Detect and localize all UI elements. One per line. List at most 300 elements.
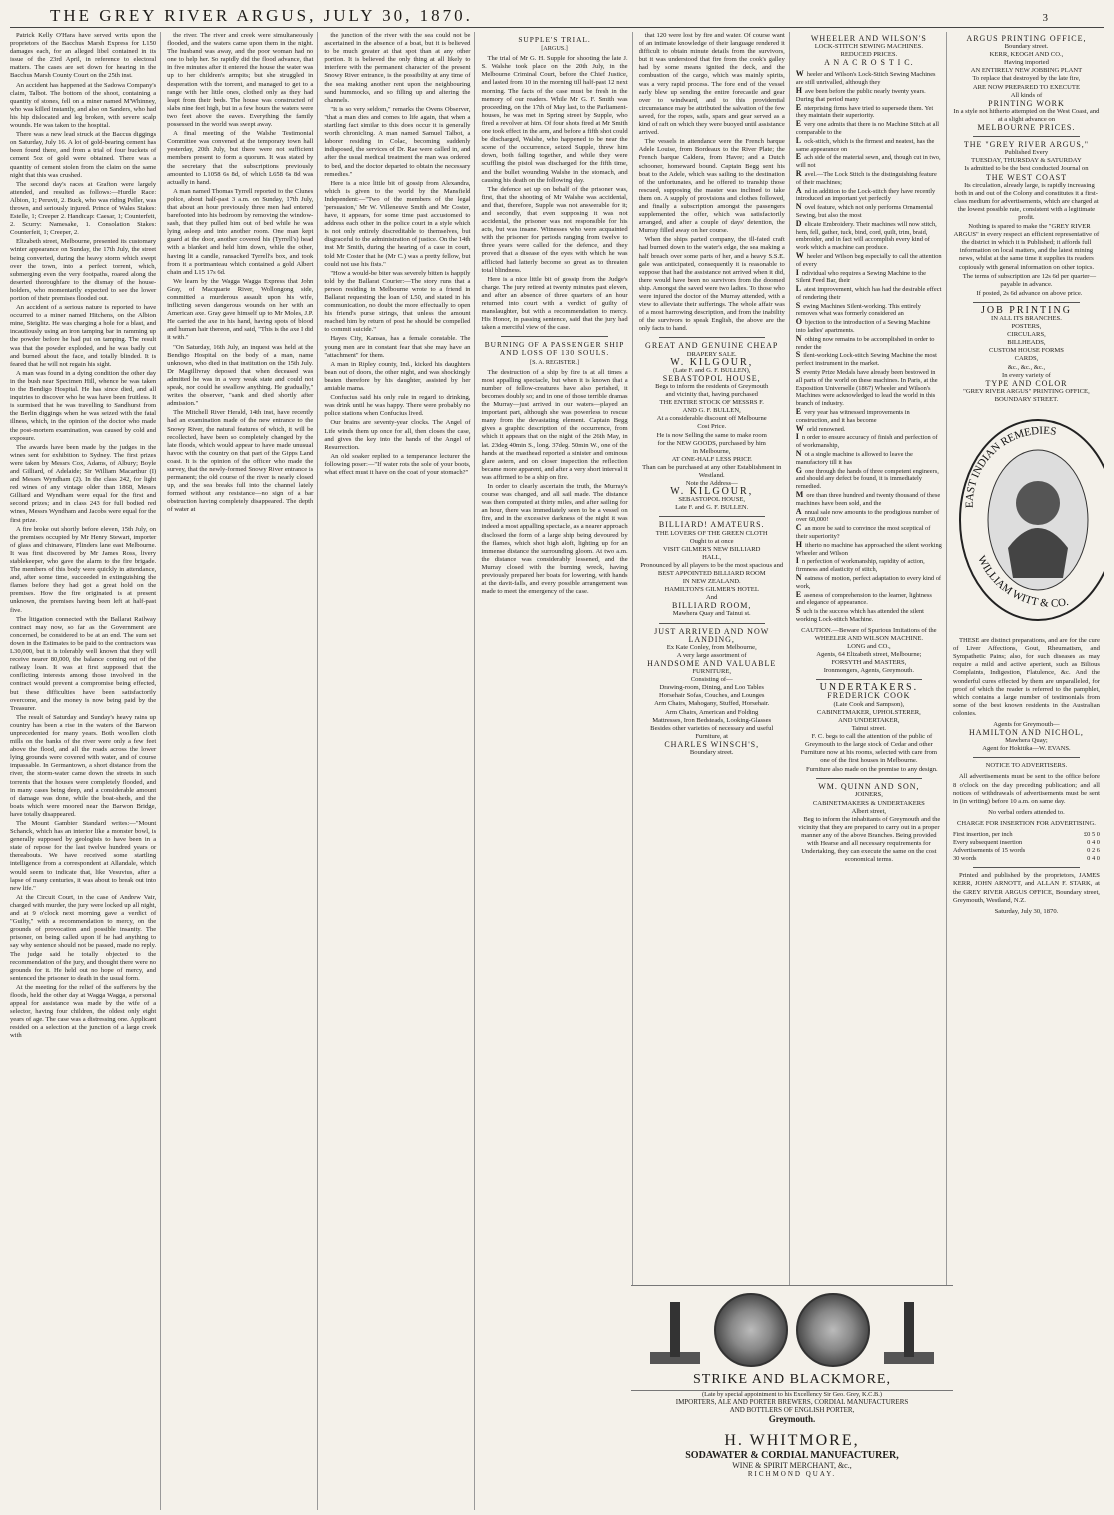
argus-paper-ad [953, 141, 1100, 298]
ad-line: Beg to inform the inhabitants of Greymouth and the vicinity that they are prepared to carry out in a proper manner any of the above Branches. Being provided with Hearse and all necessary requirements for Undertaking, they can execute the same on the cost economical terms. [798, 815, 941, 864]
ad-heading: WM. QUINN AND SON, [818, 782, 920, 792]
article-paragraph: The vessels in attendance were the French barque Adele Louise, from Bordeaux to the River Plate; the French barque Caldera, from Havre; and a Dutch schooner, homeward bound. Captain Begg sent his boat to the Adele, which was sailing to the destination of the unfortunates, and he offered to tranship those rescued, supposing the master was inclined to take them on. A supply of provisions and clothes followed, and finally a subscription amongst the passengers supplemented the offer, which was satisfactorily arranged, and after a couple of days' detention, the Murray filled away on her course. [638, 138, 785, 235]
acrostic-line [796, 70, 942, 87]
acrostic-line [796, 318, 942, 335]
article-paragraph: An accident has happened at the Sadowa Company's claim, Talbot. The bottom of the shoot, containing a quantity of stones, fell on a miner named M'Whinney, who was killed instantly, and also on Sanders, who had his hip dislocated and leg broken, with severe scalp wounds. He was taken to the hospital. [10, 81, 157, 130]
ad-line: (Late F. and G. F. BULLEN), [672, 366, 751, 374]
article-heading: BURNING OF A PASSENGER SHIP AND LOSS OF 130 SOULS. [484, 340, 625, 358]
ad-line: MELBOURNE PRICES. [977, 123, 1076, 133]
ad-line: TUESDAY, THURSDAY & SATURDAY [971, 157, 1082, 165]
article-paragraph: An old soaker replied to a temperance lecturer the following poser:—"If water rots the sole of your boots, what effect must it have on the coat of your stomach?" [324, 452, 471, 476]
rate-value: 0 4 0 [1087, 855, 1100, 863]
acrostic-text: very one admits that there is no Machine Stitch at all comparable to the [795, 121, 940, 136]
rate-label: Advertisements of 15 words [952, 847, 1026, 855]
article-paragraph: A man named Thomas Tyrrell reported to the Clunes police, about half-past 3 a.m. on Sunday, 17th July, that about an hour previously three men had entered barefooted into his bedroom by removing the window-sash, that they pulled him out of bed while he was lying asleep and into another room. One man kept guard at the door, another covered his (Tyrrell's) head with a blanket and held him down, while the other, having lit a candle, ransacked Tyrrell's box, and took from it a portmanteau which contained a gold Albert chain and L15 17s 6d. [167, 187, 314, 276]
divider [659, 623, 765, 624]
ad-line: &c., &c., &c., [1007, 363, 1046, 371]
medal-icon [714, 1293, 788, 1367]
ad-line: Cost Price. [697, 423, 727, 431]
ad-subheading: REDUCED PRICES. [840, 51, 898, 59]
ad-line: HAMILTON'S GILMER'S HOTEL [664, 586, 759, 594]
ad-line: KERR, KEOGH AND CO., [989, 51, 1064, 59]
acrostic-text: itherto no machine has approached the silent working Wheeler and Wilson [795, 541, 942, 557]
ad-line: IN ALL ITS BRANCHES. [991, 315, 1062, 322]
witt-agents [953, 721, 1100, 753]
page-number: 3 [1042, 12, 1048, 24]
ad-line: AND G. F. BULLEN, [682, 407, 741, 415]
article-paragraph: A man in Ripley county, Ind., kicked his daughters bean out of doors, the other night, and was shockingly beaten therefore by his daughter, assisted by her amiable mama. [324, 360, 471, 393]
article-paragraph: Elizabeth street, Melbourne, presented its customary winter appearance on Sunday, the 17th July, the street being converted, during the heavy storm which swept over the town, into a perfect torrent, which, submerging even the very footpaths, roared along the deserted thoroughfare to the dismay of the house-holders, who momentarily expected to see the lower portion of their premises flooded out. [10, 238, 157, 302]
ad-line: CARDS, [1014, 355, 1039, 363]
acrostic-letter: H [795, 85, 803, 95]
ad-line: To replace that destroyed by the late fire, [972, 75, 1081, 83]
machine-icon [874, 1292, 944, 1367]
acrostic-text: orld renowned. [806, 425, 846, 433]
acrostic-line [796, 591, 942, 608]
article-paragraph: Confucius said his only rule in regard to drinking, was drink until he was happy. There were probably no police stations when Confucius lived. [324, 394, 471, 418]
whitmore-line: SODAWATER & CORDIAL MANUFACTURER, [685, 1450, 899, 1461]
ad-line: The terms of subscription are 12s 6d per quarter—payable in advance. [962, 272, 1097, 288]
strike-title: STRIKE AND BLACKMORE, [693, 1372, 891, 1387]
acrostic-list [796, 70, 942, 623]
ad-line: Agents for Greymouth— [993, 720, 1060, 728]
rate-value: 0 2 6 [1087, 847, 1100, 855]
article-paragraph: The destruction of a ship by fire is at all times a most appalling spectacle, but when it is known that a number of fellow-creatures have also perished, it becomes doubly so; and in one of those terrible dramas the Murray—just arrived in our waters—played an important part, although she was powerless to rescue many from the devastating element. Captain Begg gives a graphic description of the occurrence, from which it appears that on the night of the 26th May, in lat. 23deg 40min S., long. 37deg. 50min W., one of the hands at the masthead reported a sinister and ominous glare astern, and on closer inspection the reflection became more apparent, and after a very short interval it was affirmed to be a ship on fire. [481, 368, 628, 481]
ad-line: Having imported [1004, 59, 1049, 67]
ad-subheading: A N A C R O S T I C. [824, 58, 914, 68]
kilgour-drapery-ad [639, 342, 785, 512]
acrostic-line [796, 433, 942, 450]
ad-heading: ARGUS PRINTING OFFICE, [966, 34, 1087, 43]
ad-heading: THE "GREY RIVER ARGUS," [963, 140, 1090, 150]
ad-line: In a style not hitherto attempted on the West Coast, and at a slight advance on [953, 107, 1100, 123]
ad-heading: JOB PRINTING [980, 304, 1072, 316]
whitmore-title: H. WHITMORE, [724, 1432, 860, 1449]
acrostic-letter: W [795, 69, 804, 79]
ad-line: Ex Kate Conley, from Melbourne, [666, 643, 757, 651]
strike-line: IMPORTERS, ALE AND PORTER BREWERS, CORDIAL MANUFACTURERS [675, 1398, 909, 1406]
ad-line: Note the Address— [685, 480, 738, 488]
ad-line: CABINETMAKER, UPHOLSTERER, [816, 708, 921, 716]
acrostic-line [796, 137, 942, 154]
ad-line: If posted, 2s 6d advance on above price. [976, 289, 1083, 297]
acrostic-letter: I [795, 432, 799, 442]
stamp-arc-top: EAST INDIAN REMEDIES [963, 424, 1058, 509]
ad-line: A very large assortment of [676, 651, 747, 659]
acrostic-letter: E [795, 407, 802, 417]
acrostic-line [796, 368, 942, 408]
ad-line: Arm Chairs, American and Folding [665, 708, 759, 716]
article-paragraph: The trial of Mr G. H. Supple for shooting the late J. S. Walshe took place on the 20th July, in the Melbourne Criminal Court, before the Chief Justice, and lasted from 10 in the morning till half-past 12 next morning. The facts of the case must be fresh in the memory of our readers. While Mr G. F. Smith was proceeding, on the 17th of May last, to the Parliament-houses, he was met in Spring street by Supple, who fired a revolver at him. Of four shots fired at Mr Smith one took effect in the arm, and before a fifth shot could be discharged, Walshe, who happened to be near the scene of the occurrence, seized Supple, threw him down, both falling together, and while they were scuffling the pistol was discharged for the fifth time, and the bullet wounding Walshe in the stomach, and causing his death on the following day. [481, 55, 628, 184]
article-paragraph: Here is a nice little bit of gossip from Alexandra, which is given to the world by the Mansfield Independent:—"Two of the members of the legal 'persuasion,' Mr W. Villeneuve Smith and Mr Coster, have, it appears, for some time past accustomed to address each other in the police court in a style which is not only entirely discreditable to themselves, but disgraceful to the administration of justice. On the 14th inst Mr Smith, during the hearing of a case in court, told Mr Coster that he (Mr C.) was a pretty fellow, but could not use his fists." [324, 179, 471, 268]
strike-line: AND BOTTLERS OF ENGLISH PORTER, [729, 1406, 855, 1414]
acrostic-line [796, 203, 942, 220]
article-paragraph: the junction of the river with the sea could not be ascertained in the absence of a boat, but it is believed to be much greater at that spot than at any other portion. It is believed the only thing at all likely to interfere with the permanent character of the present Snowy River entrance, is the possibility at any time of the sea making another rent upon the neighbouring sand hummocks, and so filling up and altering the channels. [324, 32, 471, 104]
stamp-arc-bottom: WILLIAM WITT & CO. [975, 553, 1070, 610]
ad-paragraph: THESE are distinct preparations, and are for the cure of Liver Affections, Gout, Rheumatism, and Sympathetic Pains; also, for such diseases as may require a mild and active aperient, such as Bilious Complaints, Indigestion, Flatulence, &c. And the wonderful cures effected by them are unparalleled, for proof of which the reader is referred to the pamphlet, which contains a large number of testimonials from some of the best known residents in the Australian colonies. [952, 637, 1100, 717]
rate-value: £0 5 0 [1083, 831, 1100, 838]
acrostic-text: heeler and Wilson's Lock-Stitch Sewing Machines are still unrivalled, although they [795, 71, 936, 87]
ad-line: Mawhera Quay; [1005, 737, 1048, 745]
acrostic-text: nnual sale now amounts to the prodigious number of over 60,000! [795, 508, 940, 524]
ad-line: CABINETMAKERS & UNDERTAKERS [812, 799, 925, 807]
ad-heading: GREAT AND GENUINE CHEAP [645, 341, 779, 351]
column-3 [324, 32, 475, 1510]
ad-line: CAUTION.—Beware of Spurious Imitations of the WHEELER AND WILSON MACHINE. [801, 626, 937, 642]
acrostic-text: nterprising firms have tried to supersede them. Yet they maintain their superiority. [795, 104, 934, 120]
acrostic-letter: N [795, 202, 802, 212]
acrostic-letter: A [795, 185, 802, 195]
ad-name: W. KILGOUR, [670, 486, 754, 498]
ad-line: THE ENTIRE STOCK OF MESSRS F. [659, 399, 764, 407]
article-paragraph: A final meeting of the Walshe Testimonial Committee was convened at the temporary town hall yesterday, 20th July, but there were not sufficient members present to form a quorum. It was stated by the secretary that the subscriptions previously amounted to L1058 6s 8d, of which L658 6s 8d was actually in hand. [167, 130, 314, 186]
ad-line: He is now Selling the same to make room [656, 431, 767, 439]
acrostic-text: atest improvement, which has had the desirable effect of rendering their [795, 286, 942, 301]
article-paragraph: We learn by the Wagga Wagga Express that John Gray, of Macquarie River, Wollongong side, committed a murderous assault upon his wife, inflicting seven dangerous wounds on her with an American axe. Gray gave himself up to Mr Moles, J.P. He carried the axe in his hand, having spots of blood and human hair thereon, and said, "This is the axe I did it with." [167, 277, 314, 342]
article-paragraph: A fire broke out shortly before eleven, 15th July, on the premises occupied by Mr Henry Stewart, importer of glass and chinaware, Flinders lane east Melbourne. It was first discovered by Mr James Ross, livery stablekeeper, who gave the alarm to the fire brigade. The members of this body were quickly in attendance, and, after some time, succeeded in extinguishing the flames before they had got a great hold on the premises. How the fire originated is at present unknown, the premises having been left at half-past five. [10, 525, 157, 614]
rates-table [953, 831, 1100, 863]
acrostic-letter: N [795, 572, 802, 582]
article-source: [S. A. REGISTER.] [530, 358, 580, 366]
page-title: THE GREY RIVER ARGUS, JULY 30, 1870. [50, 6, 473, 25]
acrostic-line [796, 607, 942, 624]
divider [973, 867, 1080, 868]
whitmore-line: WINE & SPIRIT MERCHANT, &c., [732, 1461, 852, 1470]
article-paragraph: Here is a nice little bit of gossip from the Judge's charge. The jury retired at twenty minutes past eleven, and after an absence of three quarters of an hour returned into court with a verdict of guilty of manslaughter, but with a recommendation to mercy. His Honor, in passing sentence, said that the jury had taken a merciful view of the case. [481, 275, 628, 332]
rate-label: 30 words [952, 855, 977, 863]
article-paragraph: The defence set up on behalf of the prisoner was, first, that the shooting of Mr Walshe was accidental, and that, therefore, Supple was not answerable for it; and secondly, that even supposing it was not accidental, the prisoner was not responsible for his acts, but was insane. Witnesses who were acquainted with the prisoner for periods ranging from twelve to three years were called for the defence, and they proved that a disease of the eyes with which he was afflicted had latterly become so great as to threaten total blindness. [481, 185, 628, 274]
acrostic-line [796, 104, 942, 121]
ad-line: BILLHEADS, [1007, 339, 1046, 347]
acrostic-line [796, 524, 942, 541]
undertakers-ad [796, 684, 942, 774]
article-paragraph: When the ships parted company, the ill-fated craft had burned down to the water's edge, the sea making a half breach over some parts of her, and a heavy S.S.E. gale was anticipated, consequently it is reasonable to suppose that had the assistance not arrived when it did, there would have been no survivors from the doomed ship. Amongst the saved were two ladies. To those who were injured the doctor of the Murray attended, with a view to alleviate their sufferings. The whole affair was of a most harrowing description, and from the inability of the survivors to speak English, the above are the only facts to hand. [638, 236, 785, 333]
ad-line: ARE NOW PREPARED TO EXECUTE [972, 83, 1080, 91]
article-source: [ARGUS.] [541, 45, 568, 53]
ad-line: Besides other varieties of necessary and useful Furniture, at [650, 724, 774, 740]
ad-line: and vicinity that, having purchased [665, 391, 758, 399]
acrostic-line [796, 302, 942, 319]
article-paragraph: The result of Saturday and Sunday's heavy rains up country has been a rise in the waters of the Barwon unprecedented for many years. Both woollen cloth mills on the banks of the river were only a few feet above the flood, and all the roads across the lower lying grounds were covered with water, and of course impassable. In Germantown, a short distance from the river, the storm-water came down the streets in such torrents that the houses were completely flooded, and in many cases being deep, and a considerable amount of damage was done, while the boat-sheds, and the boats which were moored near the Barwon Bridge, have totally disappeared. [10, 713, 157, 818]
acrostic-text: ock-stitch, which is the firmest and neatest, has the same appearance on [795, 137, 935, 153]
acrostic-text: bjection to the introduction of a Sewing Machine into ladies' apartments. [795, 319, 931, 335]
ad-line: JOINERS, [854, 791, 883, 799]
acrostic-text: eatness of motion, perfect adaptation to every kind of work, [795, 574, 942, 590]
acrostic-text: ot a single machine is allowed to leave the manufactory till it has [795, 451, 913, 466]
ad-line: Mattresses, Iron Bedsteads, Looking-Glasses [652, 716, 772, 724]
acrostic-line [796, 408, 942, 425]
acrostic-letter: O [795, 317, 803, 327]
ad-line: "GREY RIVER ARGUS" PRINTING OFFICE, [963, 387, 1090, 395]
ad-line: AT ONE-HALF LESS PRICE [671, 455, 752, 463]
acrostic-line [796, 467, 942, 491]
acrostic-letter: N [795, 449, 802, 459]
acrostic-letter: A [795, 506, 802, 516]
article-paragraph: "It is so very seldom," remarks the Ovens Observer, "that a man dies and comes to life again, that when a startling fact similar to this does occur it is generally worth chronicling. A man named Samuel Talbot, a laborer residing in Colac, becoming suddenly indisposed, the services of Dr. Rae were called in, and after the usual medical treatment the man was ordered to bed, and the doctor departed to obtain the necessary remedies." [324, 105, 471, 178]
billiard-ad [639, 521, 785, 618]
ad-line: Arm Chairs, Mahogany, Stuffed, Horsehair. [654, 700, 770, 708]
ad-line: HANDSOME AND VALUABLE [647, 658, 777, 668]
acrostic-line [796, 574, 942, 591]
article-paragraph: The Mitchell River Herald, 14th inst, have recently had an examination made of the new entrance to the Snowy River, the natural features of which, it will be recollected, have been so completely changed by the late floods, which would appear to have made unusual havoc with the country on that part of the Gipps Land coast. It is the opinion of the officer who made the survey, that the newly-formed Snowy River entrance is permanent; the old course of the river is nearly closed up, and the sea breaks full into the channel lately formed without any resistance—no sign of a bar obstruction having completely disappeared. The depth of water at [167, 409, 314, 514]
ad-line: Horsehair Sofas, Couches, and Lounges [658, 692, 765, 700]
ad-line: Consisting of— [690, 676, 733, 684]
acrostic-text: avel.—The Lock Stitch is the distinguishing feature of their machines; [795, 170, 937, 186]
acrostic-text: very year has witnessed improvements in construction, and it has become [795, 409, 910, 424]
acrostic-letter: I [795, 267, 799, 277]
column-2 [167, 32, 318, 1510]
acrostic-line [796, 425, 942, 434]
acrostic-letter: I [795, 556, 799, 566]
ad-line: CIRCULARS, [1007, 331, 1046, 339]
acrostic-text: nd in addition to the Lock-stitch they have recently introduced an important yet perfectly [795, 187, 936, 203]
ad-heading: CHARGE FOR INSERTION FOR ADVERTISING. [956, 819, 1096, 827]
article-paragraph: A man was found in a dying condition the other day in the bush near Specimen Hill, whence he was taken to the Bendigo Hospital. He has since died, and all inquiries to discover who he was have been fruitless. It is surmised that he was travelling to Sandhurst from the Berlin diggings when he was seized with the fatal illness, which, in the opinion of the doctor who made the post-mortem examination, was caused by cold and exposure. [10, 369, 157, 442]
acrostic-letter: E [795, 102, 802, 112]
acrostic-line [796, 491, 942, 508]
ad-line: In every variety of [1002, 371, 1051, 379]
acrostic-text: one through the hands of three competent engineers, and should any defect be found, it is immediately remedied. [795, 467, 939, 491]
article-paragraph: At the Circuit Court, in the case of Andrew Vair, charged with murder, the jury were locked up all night, and at 9 o'clock next morning gave a verdict of "Guilty," with a recommendation to mercy, on the grounds of provocation and possible insanity. The prisoner, on being called upon if he had anything to say why sentence should not be passed, made no reply. The judge said he totally objected to the recommendation of the jury, and thought there were no grounds for it. He held out no hope of mercy, and sentenced the prisoner to death in the usual form. [10, 893, 157, 982]
ad-line: And [706, 594, 718, 602]
divider [659, 516, 765, 517]
article-paragraph: Our brains are seventy-year clocks. The Angel of Life winds them up once for all, then closes the case, and gives the key into the hands of the Angel of Resurrection. [324, 419, 471, 451]
acrostic-line [796, 541, 942, 558]
divider [501, 336, 607, 337]
job-printing-ad [953, 304, 1100, 404]
article-paragraph: "On Saturday, 16th July, an inquest was held at the Bendigo Hospital on the body of a man, name unknown, who died in that institution on the 15th July. Dr Magillivray deposed that when deceased was admitted he was in a very weak state and could not speak, nor could he swallow anything. He gradually," writes the observer, "sank and died shortly after admission." [167, 343, 314, 408]
article-paragraph: that 120 were lost by fire and water. Of course want of an intimate knowledge of their language rendered it difficult to obtain minute details from the survivors, but it was understood that fire from the cook's galley had by some means ignited the deck, and the combustion of the cargo, which was mainly spirits, was a very rapid process. The fore end of the vessel early blew up sending the entire forecastle and gear over to windward, and to this providential circumstance may be attributed the salvation of the few saved, for the ropes, sails, spars and gear served as a kind of raft on which they were buoyed until assistance arrived. [638, 32, 785, 137]
strike-line: Greymouth. [768, 1414, 816, 1424]
column-7 [953, 32, 1104, 1510]
acrostic-line [796, 120, 942, 137]
rate-value: 0 4 0 [1087, 839, 1100, 847]
article-paragraph: the river. The river and creek were simultaneously flooded, and the waters came upon them in the night. The husband was away, and the poor woman had no one to help her. So rapidly did the flood advance, that in five minutes after it entered the house the water was up to her children's armpits; but she struggled in desperation with the torrent, and managed to get to a range with her little ones, clothed only as they had leapt from their beds. The house was constructed of slabs nine feet high, but in a few hours the waters were two feet above the eaves. Everything the family possessed in the world was swept away. [167, 32, 314, 129]
ad-line: IN NEW ZEALAND. [682, 578, 741, 586]
acrostic-text: uch is the success which has attended the silent working Lock-stitch Machine. [795, 608, 924, 623]
ad-line: All kinds of [1010, 91, 1043, 99]
acrostic-letter: D [795, 218, 802, 228]
ad-name: W. KILGOUR, [670, 356, 754, 368]
ad-line: Than can be purchased at any other Establishment in Westland. [642, 463, 782, 479]
ad-line: No verbal orders attended to. [988, 808, 1065, 816]
acrostic-text: ore than three hundred and twenty thousand of these machines have been sold, and the [795, 492, 941, 507]
ad-line: FURNITURE, [692, 668, 732, 676]
article-paragraph: The awards have been made by the judges in the wines sent for exhibition to Sydney. The first prizes were taken by Messrs Cox, Adams, of Albury; Boyle and Gilliard, of Adelaide; Sir William Macarthur (I) and Messrs Wyndham (2). In the class 242, for light red wines of any vintage older than 1868, Messrs Gilliard and Wyndham were equal for the first and second prizes; and in class 243 for full bodied red wines, Messrs Wyndham and Jacobs were equal for the first prize. [10, 443, 157, 524]
article-paragraph: At the meeting for the relief of the sufferers by the floods, held the other day at Wagga Wagga, a personal appeal for assistance was made by the wife of a selector, having four children, the oldest only eight years of age. The case was a distressing one. Applicant resided on a selection at the junction of a large creek with [10, 983, 157, 1040]
ad-line: At a considerable discount off Melbourne [656, 415, 767, 423]
acrostic-line [796, 87, 942, 104]
ad-line: Albert street, [851, 807, 887, 815]
whitmore-line: RICHMOND QUAY. [747, 1470, 837, 1478]
ad-line: AND UNDERTAKER, [838, 716, 900, 724]
ad-line: CHARLES WINSCH'S, [664, 739, 760, 749]
acrostic-line [796, 187, 942, 204]
acrostic-text: n perfection of workmanship, rapidity of action, firmness and elasticity of stitch, [795, 558, 925, 574]
ad-line: SEBASTOPOL HOUSE, [662, 373, 761, 383]
ad-line: HAMILTON AND NICHOL, [969, 728, 1084, 738]
divider [816, 778, 922, 779]
article-paragraph: "How a would-be biter was severely bitten is happily told by the Ballarat Courier:—The story runs that a person residing in Melbourne wrote to a friend in Ballarat requesting the loan of L50, and stated in his communication, no doubt the more effectually to open his friend's purse strings, that unless the amount reached him by return of post he should be compelled to commit suicide." [324, 269, 471, 334]
wheeler-wilson-ad [796, 35, 942, 67]
acrostic-line [796, 285, 942, 302]
ad-line: Agent for Hokitika—W. EVANS. [982, 745, 1071, 753]
ad-line: Published Every [1004, 149, 1049, 157]
article-paragraph: The second day's races at Grafton were largely attended, and resulted as follows:—Hurdle Race: Albion, 1; Peruvit, 2. Buck, who was riding Peller, was thrown, and seriously injured. Prince of Wales Stakes: Estelle, 1; Creeper 2. Handicap: Caesar, 1; Counterfeit, 2. Scurry: Namesake, 1. Consolation Stakes: Counterfeit, 1; Creeper, 2. [10, 180, 157, 237]
rate-label: First insertion, per inch [952, 831, 1013, 838]
machine-icon [640, 1292, 710, 1367]
article-paragraph: Patrick Kelly O'Hara have served writs upon the proprietors of the Bacchus Marsh Express for L150 damages each, for an alleged libel contained in its issue of the 23rd April, in reference to electoral matters. The cases are set down for hearing in the Bacchus Marsh County Court on the 25th inst. [10, 32, 157, 80]
ad-line: Boundary street. [689, 748, 734, 756]
acrostic-text: elicate Embroidery. Their machines will now stitch, hem, fell, gather, tuck, bind, cord, quilt, trim, braid, embroider, and in fact will accomplish every kind of work which a machine can produce. [795, 220, 937, 252]
ad-line: F. C. begs to call the attention of the public of Greymouth to the large stock of Cedar and other Furniture now at his rooms, selected with care from one of the first houses in Melbourne. [800, 732, 938, 765]
acrostic-text: n order to ensure accuracy of finish and perfection of of workmanship, [795, 434, 938, 450]
ad-line: PRINTING WORK [988, 98, 1065, 108]
ad-line: Mawhera Quay and Tainui st. [672, 610, 751, 618]
acrostic-letter: E [795, 589, 802, 599]
table-row [953, 855, 1100, 863]
ad-line: TYPE AND COLOR [985, 378, 1068, 388]
ad-line: CUSTOM HOUSE FORMS [988, 347, 1064, 355]
ad-line: (Late Cook and Sampson), [833, 700, 905, 708]
acrostic-text: ilent-working Lock-stitch Sewing Machine the most perfect instrument in the market. [795, 352, 937, 368]
ad-heading: JUST ARRIVED AND NOW LANDING, [654, 626, 770, 644]
acrostic-letter: N [795, 333, 802, 343]
ad-line: Is admitted to be the best conducted Journal on [964, 165, 1089, 173]
ad-line: Late F. and G. F. BULLEN. [675, 504, 749, 512]
acrostic-letter: S [795, 350, 801, 360]
acrostic-text: ewing Machines Silent-working. This entirely removes what was formerly considered an [795, 302, 921, 318]
rate-label: Every subsequent insertion [952, 839, 1023, 847]
ad-line: LONG and CO., [847, 642, 891, 650]
column-1 [10, 32, 161, 1510]
acrostic-text: ach side of the material sewn, and, though cut in two, will not [795, 154, 941, 170]
acrostic-line [796, 351, 942, 368]
imprint-date: Saturday, July 30, 1870. [994, 907, 1059, 915]
acrostic-text: ndividual who requires a Sewing Machine to the Silent Feed Bar, their [795, 269, 926, 285]
article-paragraph: There was a new lead struck at the Baccus diggings on Saturday, July 16. A lot of gold-bearing cement has been found there, and from a trial of four buckets of cement 5oz of gold were obtained. There was a quantity of cement stolen from the claim on the same night that this was crushed. [10, 131, 157, 179]
medal-icon [796, 1293, 870, 1367]
acrostic-line [796, 220, 942, 252]
ad-heading: BILLIARD! AMATEURS. [658, 520, 765, 530]
acrostic-letter: L [795, 135, 802, 145]
ad-line: Furniture also made on the premise to any design. [806, 766, 938, 774]
divider [973, 757, 1080, 758]
acrostic-line [796, 269, 942, 286]
acrostic-line [796, 252, 942, 269]
ad-line: BOUNDARY STREET. [994, 395, 1059, 403]
ad-line: THE LOVERS OF THE GREEN CLOTH [655, 529, 768, 537]
acrostic-line [796, 450, 942, 467]
acrostic-letter: L [795, 284, 802, 294]
ad-line: Tainui street. [851, 724, 887, 732]
acrostic-letter: S [795, 367, 801, 377]
ad-line: Agents, 64 Elizabeth street, Melbourne; [816, 651, 922, 659]
ad-line: POSTERS, [1011, 323, 1042, 331]
ad-line: Nothing is spared to make the "GREY RIVER ARGUS" in every respect an efficient representative of the district in which it is Published; it affords full information on local matters, and the latest mining news, whilst at the same time it supplies its readers copiously with general information on other topics. [953, 223, 1100, 271]
article-paragraph: In order to clearly ascertain the truth, the Murray's course was changed, and all sail made. The distance was then computed at thirty miles, and after sailing for an hour, there was immediately seen to be a vessel on fire, and in the excessive darkness of the night it was indeed a most appalling spectacle, as a nearer approach disclosed the form of a large ship being devoured by the flames, which shot high aloft, lighting up for an immense distance the surrounding gloom. At two a.m. the distance was considerably lessened, and the Murray closed with the burning wreck, having previously prepared her boats for lowering, with hands at the davit-falls, and every possible arrangement was made to meet the emergency of the case. [481, 482, 628, 596]
acrostic-letter: S [795, 300, 801, 310]
acrostic-text: othing now remains to be accomplished in order to render the [795, 335, 935, 351]
divider [659, 337, 765, 338]
acrostic-line [796, 508, 942, 525]
imprint: Printed and published by the proprietors, JAMES KERR, JOHN ARNOTT, and ALLAN F. STARK, at the GREY RIVER ARGUS OFFICE, Boundary street, Greymouth, Westland, N.Z. [952, 872, 1100, 904]
ad-heading: NOTICE TO ADVERTISERS. [985, 762, 1068, 770]
stamp-icon [953, 408, 1104, 633]
ad-line: AN ENTIRELY NEW JOBBING PLANT [970, 67, 1083, 75]
article-paragraph: An accident of a serious nature is reported to have occurred to a miner named Hitchens, on the Albion mine, Steiglitz. He was charging a hole for a blast, and incautiously using an iron tamping bar in ramming up the powder before he had put on tamping. The result was that the powder exploded, and he was badly cut and burned about the face, and totally blinded. It is feared that he will not regain his sight. [10, 304, 157, 368]
acrostic-line [796, 557, 942, 574]
ad-line: FORSYTH and MASTERS, [831, 659, 907, 667]
ad-line: BILLIARD ROOM, [672, 601, 752, 611]
acrostic-letter: W [795, 423, 804, 433]
masthead [10, 6, 1104, 28]
quinn-ad [796, 783, 942, 864]
ad-line: Drawing-room, Dining, and Loo Tables [659, 684, 764, 692]
ad-subheading: DRAPERY SALE. [686, 350, 737, 358]
divider [816, 679, 922, 680]
acrostic-text: an more be said to convince the most sceptical of their superiority? [795, 525, 931, 540]
ad-subheading: LOCK-STITCH SEWING MACHINES. [814, 43, 923, 51]
ad-line: THE WEST COAST [985, 172, 1068, 182]
wheeler-wilson-agents [796, 627, 942, 676]
ad-line: Pronounced by all players to be the most spacious and [640, 561, 784, 569]
acrostic-text: eventy Prize Medals have already been bestowed in all parts of the world on these machines. In Paris, at the Exposition Universelle (1867) Wheeler and Wilson's Machines were acknowledged to lead the world in this branch of industry. [795, 369, 938, 408]
witt-stamp-illustration [953, 408, 1104, 633]
column-4 [481, 32, 632, 1510]
acrostic-letter: G [795, 465, 803, 475]
ad-line: in Melbourne, [693, 447, 731, 455]
ad-paragraph: All advertisements must be sent to the office before 8 o'clock on the day preceding publication; and all notices of withdrawals of advertisements must be sent in (in writing) before 10 a.m. on same day. [952, 773, 1100, 805]
table-row [953, 831, 1100, 839]
whitmore-ad [631, 1390, 953, 1515]
article-paragraph: Hayes City, Kansas, has a female constable. The young men are in constant fear that she may have an "attachment" for them. [324, 335, 471, 359]
article-paragraph: The Mount Gambier Standard writes:—"Mount Schanck, which has an interior like a monster bowl, is generally supposed by geologists to have been in a state of repose for the last twelve hundred years or thereabouts. We have received some startling intelligence from a correspondent at Allandale, which would seem to indicate that, like Vesuvius, after a lapse of many centuries, it was about to break out into new life." [10, 820, 157, 892]
acrostic-line [796, 153, 942, 170]
article-heading: SUPPLE'S TRIAL. [518, 35, 591, 44]
acrostic-letter: R [795, 168, 802, 178]
acrostic-letter: C [795, 523, 802, 533]
acrostic-letter: E [795, 152, 802, 162]
acrostic-text: ave been before the public nearly twenty years. During that period many [795, 87, 926, 103]
ad-line: FREDERICK COOK [827, 691, 911, 701]
ad-heading: WHEELER AND WILSON'S [810, 34, 927, 43]
table-row [953, 839, 1100, 847]
ad-line: HALL, [702, 553, 722, 561]
acrostic-line [796, 170, 942, 187]
acrostic-text: ovel feature, which not only performs Ornamental Sewing, but also the most [795, 204, 933, 219]
acrostic-letter: S [795, 606, 801, 616]
acrostic-text: heeler and Wilson beg especially to call the attention of every [795, 252, 942, 268]
acrostic-letter: M [795, 490, 804, 500]
table-row [953, 847, 1100, 855]
ad-line: Begs to inform the residents of Greymouth [655, 382, 769, 390]
acrostic-letter: H [795, 539, 803, 549]
divider [973, 302, 1080, 303]
divider [973, 136, 1080, 137]
ad-line: Its circulation, already large, is rapidly increasing both in and out of the Colony and constitutes it a first-class medium for advertisements, which are charged at the lowest possible rate, consistent with a legitimate profit. [954, 181, 1099, 221]
strike-sub: (Late by special appointment to his Excellency Sir Geo. Grey, K.C.B.) [701, 1391, 883, 1398]
ad-line: Ought to at once [689, 537, 734, 545]
furniture-ad [639, 628, 785, 758]
ad-line: for the NEW GOODS, purchased by him [657, 439, 766, 447]
acrostic-line [796, 335, 942, 352]
ad-line: VISIT GILMER'S NEW BILLIARD [662, 545, 761, 553]
article-paragraph: The litigation connected with the Ballarat Railway contract may now, so far as the Government are concerned, be considered to be at an end. The sum set down in the Estimates to be paid to the contractors was L30,000, but it is tolerably well known that they will receive nearer 80,000, the balance coming out of the railway loan. It was at first supposed that the conflicting interests among those involved in the contract would prevent a compromise being effected, but these difficulties have been satisfactorily overcome, and the money is now being paid by the Treasurer. [10, 615, 157, 712]
ad-heading: UNDERTAKERS. [819, 682, 919, 694]
argus-printing-ad [953, 35, 1100, 132]
strike-blackmore-ad-top [631, 1285, 953, 1391]
